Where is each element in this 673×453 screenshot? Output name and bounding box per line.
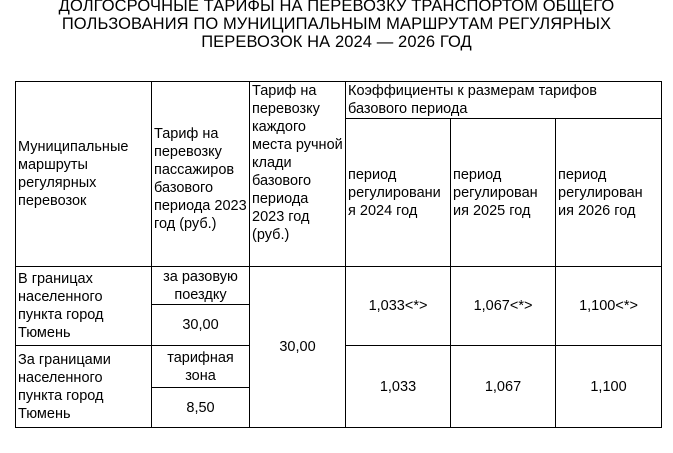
- fare-value-inside: 30,00: [152, 305, 250, 346]
- header-tariff-passengers: Тариф на перевозку пассажиров базового периода 2023 год (руб.): [152, 82, 250, 267]
- fare-value-outside: 8,50: [152, 388, 250, 428]
- header-coefficients: Коэффициенты к размерам тарифов базового периода: [346, 82, 662, 119]
- header-period-2024: период регулировани я 2024 год: [346, 119, 451, 267]
- coef-2026-outside: 1,100: [556, 346, 662, 428]
- coef-2026-inside: 1,100<*>: [556, 267, 662, 346]
- document-title: [0, 0, 673, 51]
- coef-2025-outside: 1,067: [451, 346, 556, 428]
- title-line-3: ПЕРЕВОЗОК НА 2024 — 2026 ГОД: [201, 33, 472, 51]
- header-routes: Муниципальные маршруты регулярных перевозок: [16, 82, 152, 267]
- fare-type-inside: за разовую поездку: [152, 267, 250, 305]
- fare-type-outside: тарифная зона: [152, 346, 250, 388]
- row-route-inside: В границах населенного пункта город Тюмень: [16, 267, 152, 346]
- coef-2025-inside: 1,067<*>: [451, 267, 556, 346]
- header-tariff-luggage: Тариф на перевозку каждого места ручной клади базового периода 2023 год (руб.): [250, 82, 346, 267]
- tariff-table: [15, 81, 662, 428]
- title-line-1: ДОЛГОСРОЧНЫЕ ТАРИФЫ НА ПЕРЕВОЗКУ ТРАНСПОРТОМ ОБЩЕГО: [58, 0, 615, 15]
- luggage-tariff-value: 30,00: [250, 267, 346, 428]
- header-period-2026: период регулирован ия 2026 год: [556, 119, 662, 267]
- coef-2024-outside: 1,033: [346, 346, 451, 428]
- header-period-2025: период регулирован ия 2025 год: [451, 119, 556, 267]
- row-route-outside: За границами населенного пункта город Тюмень: [16, 346, 152, 428]
- coef-2024-inside: 1,033<*>: [346, 267, 451, 346]
- title-line-2: ПОЛЬЗОВАНИЯ ПО МУНИЦИПАЛЬНЫМ МАРШРУТАМ РЕГУЛЯРНЫХ: [61, 15, 612, 33]
